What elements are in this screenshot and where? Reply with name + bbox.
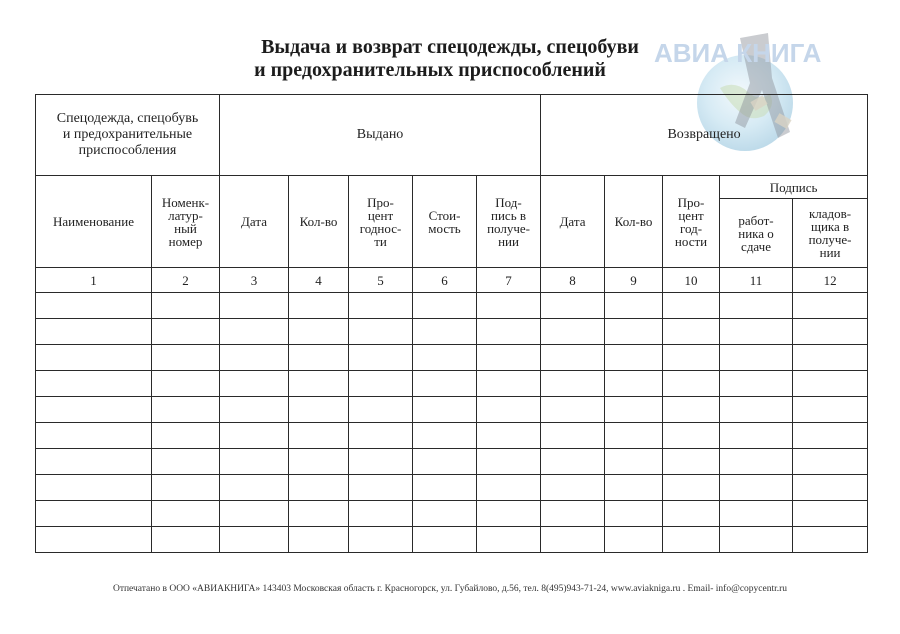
table-cell[interactable] xyxy=(413,527,477,553)
table-cell[interactable] xyxy=(477,449,541,475)
table-cell[interactable] xyxy=(152,319,220,345)
header-issued-group: Выдано xyxy=(220,95,541,176)
table-cell[interactable] xyxy=(793,423,868,449)
table-cell[interactable] xyxy=(152,371,220,397)
table-cell[interactable] xyxy=(36,449,152,475)
table-cell[interactable] xyxy=(541,371,605,397)
table-cell[interactable] xyxy=(663,345,720,371)
table-cell[interactable] xyxy=(605,345,663,371)
table-cell[interactable] xyxy=(220,475,289,501)
table-cell[interactable] xyxy=(720,319,793,345)
table-cell[interactable] xyxy=(605,293,663,319)
table-cell[interactable] xyxy=(663,475,720,501)
table-row xyxy=(36,423,868,449)
table-row xyxy=(36,527,868,553)
header-items-group: Спецодежда, спецобувь и предохранительные приспособления xyxy=(36,95,220,176)
table-cell[interactable] xyxy=(36,319,152,345)
table-row xyxy=(36,449,868,475)
table-row xyxy=(36,475,868,501)
table-cell[interactable] xyxy=(663,371,720,397)
table-cell[interactable] xyxy=(793,319,868,345)
column-header-nomenclature-number: Номенк- латур- ный номер xyxy=(152,176,220,268)
table-cell[interactable] xyxy=(36,527,152,553)
table-cell[interactable] xyxy=(36,501,152,527)
table-cell[interactable] xyxy=(36,293,152,319)
table-cell[interactable] xyxy=(152,527,220,553)
table-row xyxy=(36,397,868,423)
table-cell[interactable] xyxy=(220,293,289,319)
blank-entry-rows xyxy=(36,293,868,553)
table-cell[interactable] xyxy=(541,501,605,527)
table-cell[interactable] xyxy=(289,475,349,501)
table-row xyxy=(36,501,868,527)
column-header-returned-wear-percent: Про- цент год- ности xyxy=(663,176,720,268)
imprint-footer: Отпечатано в ООО «АВИАКНИГА» 143403 Московская область г. Красногорск, ул. Губайлово, д.56, тел. 8(495)943-71-24, www.aviakniga.ru . Email- info@copycentr.ru xyxy=(112,584,788,594)
table-cell[interactable] xyxy=(152,501,220,527)
table-cell[interactable] xyxy=(605,527,663,553)
column-number: 6 xyxy=(413,268,477,293)
table-cell[interactable] xyxy=(477,501,541,527)
table-cell[interactable] xyxy=(220,397,289,423)
table-cell[interactable] xyxy=(605,501,663,527)
column-header-receipt-signature: Под- пись в получе- нии xyxy=(477,176,541,268)
table-cell[interactable] xyxy=(36,371,152,397)
table-cell[interactable] xyxy=(152,475,220,501)
header-returned-group: Возвращено xyxy=(541,95,868,176)
table-cell[interactable] xyxy=(541,449,605,475)
table-cell[interactable] xyxy=(663,319,720,345)
table-cell[interactable] xyxy=(720,345,793,371)
column-header-returned-quantity: Кол-во xyxy=(605,176,663,268)
table-cell[interactable] xyxy=(477,423,541,449)
column-header-issued-date: Дата xyxy=(220,176,289,268)
table-cell[interactable] xyxy=(220,371,289,397)
table-cell[interactable] xyxy=(541,423,605,449)
table-row xyxy=(36,371,868,397)
column-numbers-row xyxy=(36,268,868,293)
table-cell[interactable] xyxy=(720,423,793,449)
table-cell[interactable] xyxy=(477,527,541,553)
column-number: 8 xyxy=(541,268,605,293)
table-cell[interactable] xyxy=(152,345,220,371)
table-cell[interactable] xyxy=(720,371,793,397)
table-cell[interactable] xyxy=(605,397,663,423)
table-cell[interactable] xyxy=(605,475,663,501)
table-cell[interactable] xyxy=(220,449,289,475)
table-cell[interactable] xyxy=(36,475,152,501)
table-cell[interactable] xyxy=(413,501,477,527)
table-cell[interactable] xyxy=(541,345,605,371)
table-cell[interactable] xyxy=(477,371,541,397)
table-cell[interactable] xyxy=(720,449,793,475)
issue-return-table xyxy=(35,94,868,553)
table-cell[interactable] xyxy=(152,293,220,319)
table-cell[interactable] xyxy=(289,319,349,345)
table-cell[interactable] xyxy=(220,527,289,553)
table-cell[interactable] xyxy=(793,345,868,371)
table-cell[interactable] xyxy=(36,397,152,423)
table-cell[interactable] xyxy=(220,501,289,527)
table-cell[interactable] xyxy=(663,293,720,319)
logo-text: АВИА КНИГА xyxy=(654,38,822,68)
column-number: 5 xyxy=(349,268,413,293)
table-cell[interactable] xyxy=(152,423,220,449)
table-cell[interactable] xyxy=(152,397,220,423)
column-header-issued-wear-percent: Про- цент годнос- ти xyxy=(349,176,413,268)
table-cell[interactable] xyxy=(220,423,289,449)
table-cell[interactable] xyxy=(349,345,413,371)
column-number: 2 xyxy=(152,268,220,293)
table-cell[interactable] xyxy=(793,293,868,319)
table-cell[interactable] xyxy=(720,475,793,501)
table-cell[interactable] xyxy=(663,501,720,527)
column-header-issued-quantity: Кол-во xyxy=(289,176,349,268)
column-number: 3 xyxy=(220,268,289,293)
table-cell[interactable] xyxy=(477,293,541,319)
table-cell[interactable] xyxy=(541,475,605,501)
table-cell[interactable] xyxy=(349,527,413,553)
table-cell[interactable] xyxy=(663,423,720,449)
table-cell[interactable] xyxy=(605,371,663,397)
table-cell[interactable] xyxy=(220,319,289,345)
header-signature-group: Подпись xyxy=(720,176,868,199)
column-number: 4 xyxy=(289,268,349,293)
table-cell[interactable] xyxy=(793,449,868,475)
table-cell[interactable] xyxy=(220,345,289,371)
table-cell[interactable] xyxy=(289,397,349,423)
table-cell[interactable] xyxy=(36,423,152,449)
table-cell[interactable] xyxy=(663,449,720,475)
table-cell[interactable] xyxy=(605,319,663,345)
table-cell[interactable] xyxy=(477,475,541,501)
column-number: 10 xyxy=(663,268,720,293)
column-number: 9 xyxy=(605,268,663,293)
table-cell[interactable] xyxy=(349,371,413,397)
table-cell[interactable] xyxy=(413,449,477,475)
table-cell[interactable] xyxy=(289,371,349,397)
table-cell[interactable] xyxy=(289,293,349,319)
table-cell[interactable] xyxy=(605,449,663,475)
table-cell[interactable] xyxy=(413,345,477,371)
table-cell[interactable] xyxy=(663,397,720,423)
table-cell[interactable] xyxy=(720,501,793,527)
table-cell[interactable] xyxy=(289,527,349,553)
table-cell[interactable] xyxy=(349,501,413,527)
table-cell[interactable] xyxy=(793,501,868,527)
table-cell[interactable] xyxy=(413,397,477,423)
table-cell[interactable] xyxy=(720,527,793,553)
table-cell[interactable] xyxy=(413,371,477,397)
table-cell[interactable] xyxy=(349,475,413,501)
table-cell[interactable] xyxy=(477,319,541,345)
table-cell[interactable] xyxy=(793,371,868,397)
table-cell[interactable] xyxy=(349,397,413,423)
column-header-worker-signature: работ- ника о сдаче xyxy=(720,199,793,268)
table-row xyxy=(36,319,868,345)
table-cell[interactable] xyxy=(720,397,793,423)
table-cell[interactable] xyxy=(349,449,413,475)
table-cell[interactable] xyxy=(349,293,413,319)
column-number: 11 xyxy=(720,268,793,293)
table-row xyxy=(36,293,868,319)
table-cell[interactable] xyxy=(477,345,541,371)
table-cell[interactable] xyxy=(720,293,793,319)
table-cell[interactable] xyxy=(152,449,220,475)
table-row xyxy=(36,345,868,371)
document-title xyxy=(0,36,900,82)
column-header-storekeeper-signature: кладов- щика в получе- нии xyxy=(793,199,868,268)
table-cell[interactable] xyxy=(289,449,349,475)
table-cell[interactable] xyxy=(349,423,413,449)
table-cell[interactable] xyxy=(663,527,720,553)
table-cell[interactable] xyxy=(413,423,477,449)
table-cell[interactable] xyxy=(413,293,477,319)
table-cell[interactable] xyxy=(289,345,349,371)
column-number: 1 xyxy=(36,268,152,293)
table-cell[interactable] xyxy=(413,319,477,345)
column-header-cost: Стои- мость xyxy=(413,176,477,268)
table-cell[interactable] xyxy=(413,475,477,501)
column-header-returned-date: Дата xyxy=(541,176,605,268)
table-cell[interactable] xyxy=(793,475,868,501)
column-number: 12 xyxy=(793,268,868,293)
table-cell[interactable] xyxy=(793,397,868,423)
table-cell[interactable] xyxy=(36,345,152,371)
column-number: 7 xyxy=(477,268,541,293)
table-cell[interactable] xyxy=(289,501,349,527)
table-cell[interactable] xyxy=(541,319,605,345)
table-cell[interactable] xyxy=(477,397,541,423)
table-cell[interactable] xyxy=(541,293,605,319)
column-header-name: Наименование xyxy=(36,176,152,268)
table-cell[interactable] xyxy=(541,397,605,423)
table-cell[interactable] xyxy=(793,527,868,553)
table-cell[interactable] xyxy=(605,423,663,449)
title-line-2: и предохранительных приспособлений xyxy=(254,59,606,81)
table-cell[interactable] xyxy=(349,319,413,345)
title-line-1: Выдача и возврат спецодежды, спецобуви xyxy=(261,36,639,58)
table-cell[interactable] xyxy=(541,527,605,553)
table-cell[interactable] xyxy=(289,423,349,449)
